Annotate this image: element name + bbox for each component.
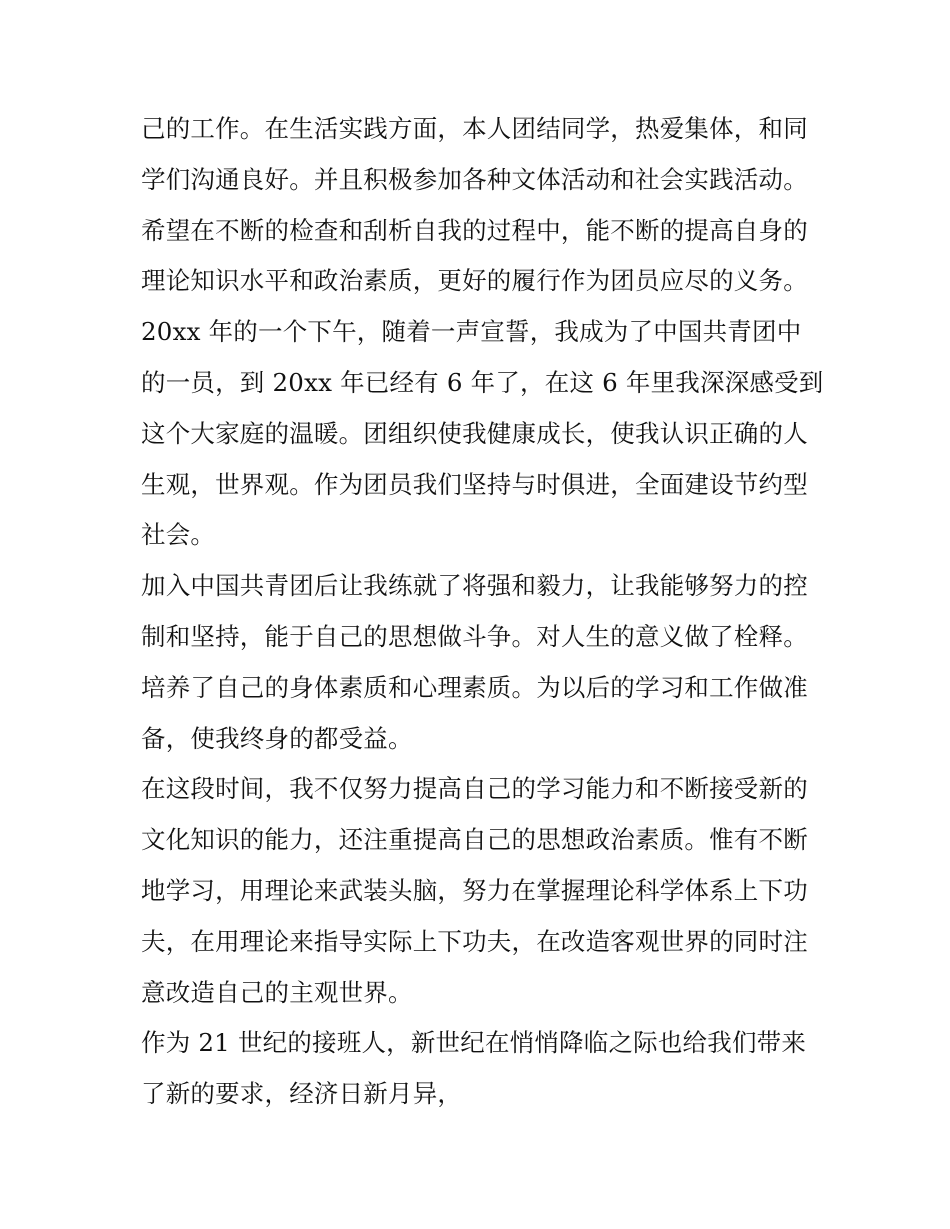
text-line: 在这段时间，我不仅努力提高自己的学习能力和不断接受新的 <box>141 774 808 804</box>
text-line: 地学习，用理论来武装头脑，努力在掌握理论科学体系上下功 <box>141 875 808 905</box>
text-line: 希望在不断的检查和刮析自我的过程中，能不断的提高自身的 <box>141 215 808 245</box>
text-line: 学们沟通良好。并且积极参加各种文体活动和社会实践活动。 <box>141 164 808 194</box>
text-line: 作为 21 世纪的接班人，新世纪在悄悄降临之际也给我们带来 <box>141 1028 807 1058</box>
text-line: 了新的要求，经济日新月异， <box>141 1079 463 1109</box>
text-line: 这个大家庭的温暖。团组织使我健康成长，使我认识正确的人 <box>141 418 808 448</box>
text-line: 20xx 年的一个下午，随着一声宣誓，我成为了中国共青团中 <box>141 317 802 347</box>
text-line: 社会。 <box>141 520 216 550</box>
text-line: 夫，在用理论来指导实际上下功夫，在改造客观世界的同时注 <box>141 926 808 956</box>
document-body <box>141 104 824 1120</box>
text-line: 生观，世界观。作为团员我们坚持与时俱进，全面建设节约型 <box>141 469 808 499</box>
text-line: 加入中国共青团后让我练就了将强和毅力，让我能够努力的控 <box>141 571 808 601</box>
text-line: 制和坚持，能于自己的思想做斗争。对人生的意义做了栓释。 <box>141 621 808 651</box>
text-line: 培养了自己的身体素质和心理素质。为以后的学习和工作做准 <box>141 672 808 702</box>
text-line: 备，使我终身的都受益。 <box>141 723 413 753</box>
text-line: 意改造自己的主观世界。 <box>141 977 413 1007</box>
text-line: 的一员，到 20xx 年已经有 6 年了，在这 6 年里我深深感受到 <box>141 367 824 397</box>
text-line: 己的工作。在生活实践方面，本人团结同学，热爱集体，和同 <box>141 114 808 143</box>
text-line: 理论知识水平和政治素质，更好的履行作为团员应尽的义务。 <box>141 266 808 296</box>
text-line: 文化知识的能力，还注重提高自己的思想政治素质。惟有不断 <box>141 825 808 855</box>
